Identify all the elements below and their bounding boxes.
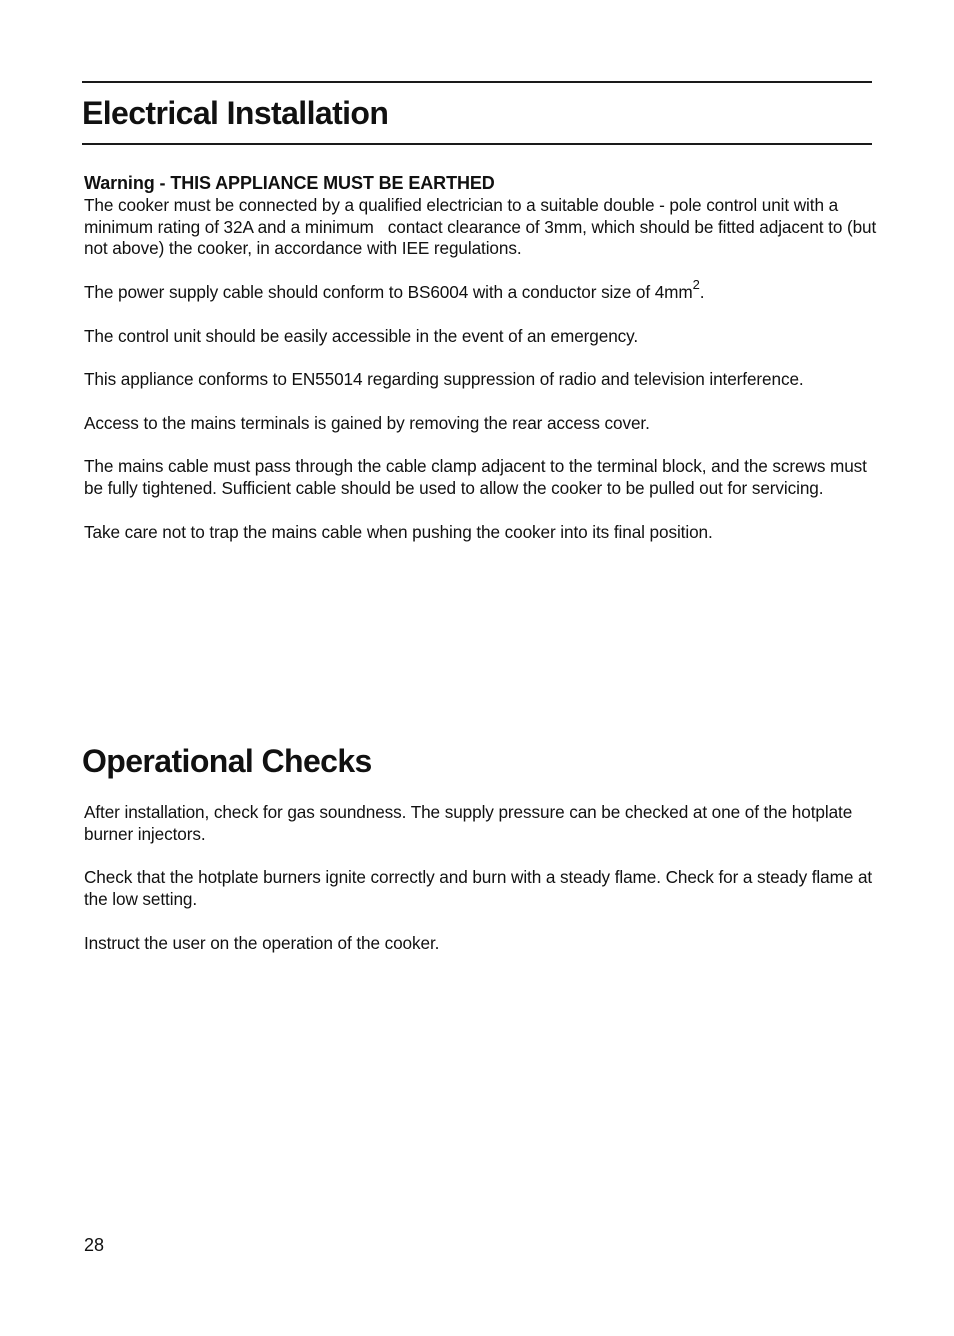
paragraph-power-supply-cable	[84, 276, 884, 304]
paragraph-en55014: This appliance conforms to EN55014 regarding suppression of radio and television interference.	[84, 369, 804, 390]
paragraph-connection-text: The cooker must be connected by a qualified electrician to a suitable double - pole control unit with a minimum rating of 32A and a minimum contact clearance of 3mm, which should be fitted adjacent to (but not above) the cooker, in accordance with IEE regulations.	[84, 194, 877, 259]
paragraph-mains-terminals: Access to the mains terminals is gained by removing the rear access cover.	[84, 412, 650, 433]
electrical-installation-section	[84, 173, 884, 565]
operational-checks-section	[84, 802, 884, 976]
top-divider	[82, 81, 872, 83]
paragraph-trap-cable: Take care not to trap the mains cable when pushing the cooker into its final position.	[84, 521, 713, 542]
superscript-exponent: 2	[692, 276, 700, 292]
section-title-electrical-installation: Electrical Installation	[82, 95, 389, 131]
title-divider	[82, 143, 872, 145]
paragraph-warning	[84, 173, 884, 260]
paragraph-gas-soundness: After installation, check for gas soundness. The supply pressure can be checked at one of the hotplate burner injectors.	[84, 802, 853, 844]
warning-heading: Warning - THIS APPLIANCE MUST BE EARTHED	[84, 173, 495, 193]
paragraph-instruct-user: Instruct the user on the operation of the cooker.	[84, 932, 440, 953]
paragraph-control-unit: The control unit should be easily accessible in the event of an emergency.	[84, 325, 639, 346]
page-number: 28	[84, 1235, 105, 1255]
power-supply-text: The power supply cable should conform to BS6004 with a conductor size of 4mm	[84, 281, 693, 302]
section-title-operational-checks: Operational Checks	[82, 743, 372, 779]
paragraph-cable-clamp: The mains cable must pass through the cable clamp adjacent to the terminal block, and the screws must be fully tightened. Sufficient cable should be used to allow the cooker to be pulled out for servicing.	[84, 456, 867, 499]
power-supply-end: .	[699, 281, 705, 302]
paragraph-burners-ignite: Check that the hotplate burners ignite correctly and burn with a steady flame. Check for a steady flame at the low setting.	[84, 867, 873, 910]
